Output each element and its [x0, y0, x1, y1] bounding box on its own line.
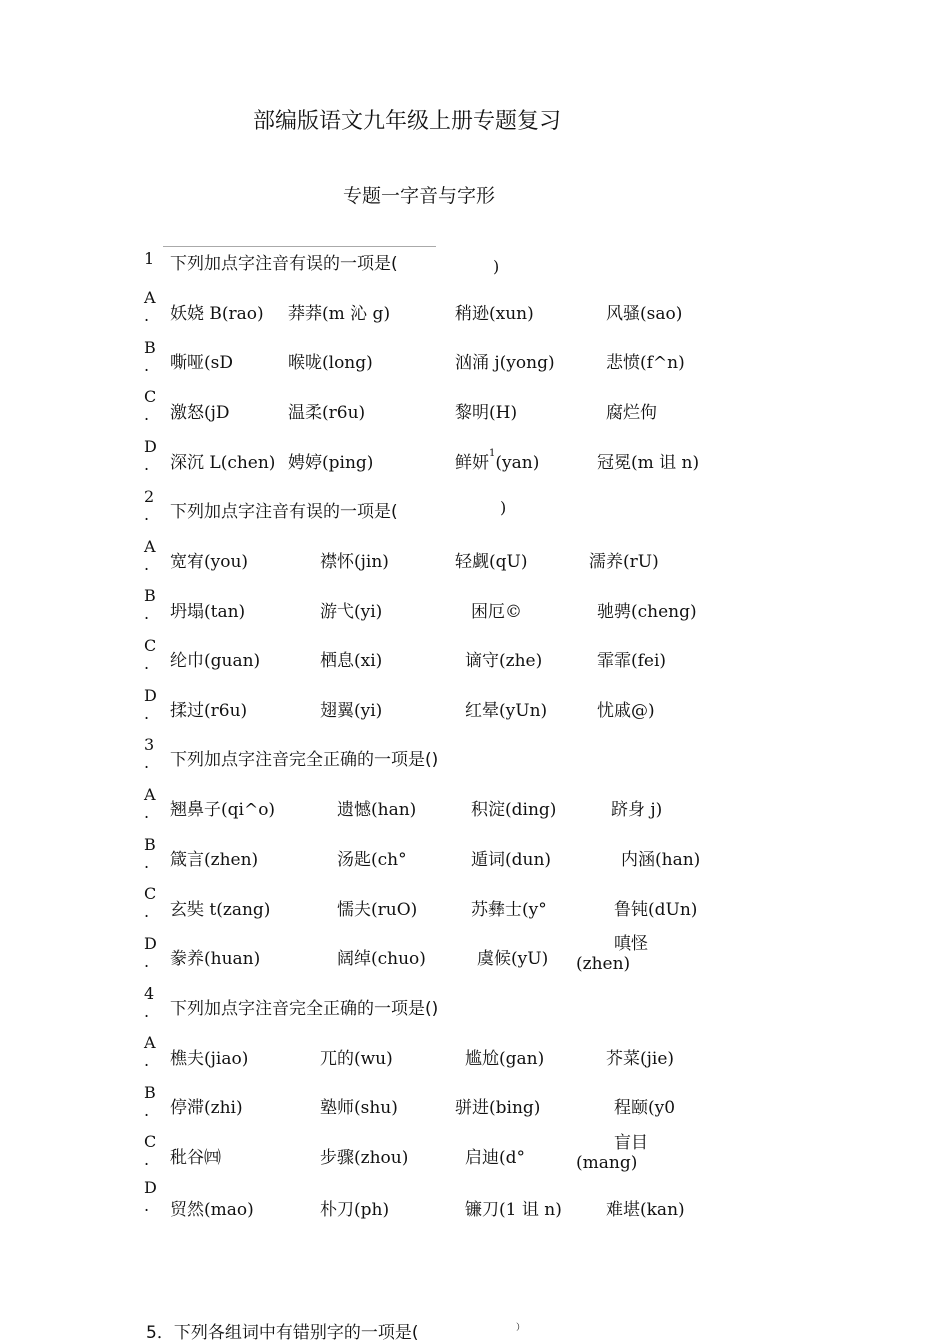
- question-number: 4 .: [144, 984, 155, 1021]
- option-item: 纶巾(guan): [170, 651, 261, 671]
- option-label: D .: [144, 437, 157, 474]
- option-label: A .: [144, 785, 156, 822]
- option-item: 豢养(huan): [170, 949, 261, 969]
- option-item: 翘鼻子(qi^o): [170, 800, 276, 820]
- option-item: 温柔(r6u): [288, 403, 366, 423]
- option-item: 樵夫(jiao): [170, 1049, 249, 1069]
- option-item: 嗔怪 (zhen): [576, 934, 648, 974]
- option-item: 忧戚@): [597, 701, 655, 721]
- section-title: 专题一字音与字形: [343, 185, 496, 207]
- option-label: C .: [144, 1132, 157, 1169]
- option-item: 遁词(dun): [471, 850, 552, 870]
- option-label: B .: [144, 338, 156, 375]
- option-item: 汹涌 j(yong): [455, 353, 555, 373]
- option-item: 冠冕(m 诅 n): [597, 453, 700, 473]
- option-item: 悲愤(f^n): [606, 353, 685, 373]
- option-item: 襟怀(jin): [320, 552, 389, 572]
- option-item: 轻觑(qU): [455, 552, 528, 572]
- option-item: 兀的(wu): [320, 1049, 393, 1069]
- option-label: A .: [144, 288, 156, 325]
- option-item: 汤匙(ch°: [337, 850, 407, 870]
- option-item: 懦夫(ruO): [337, 900, 418, 920]
- option-item: 鲜妍$^1$(yan): [455, 448, 540, 473]
- option-item: 尴尬(gan): [465, 1049, 545, 1069]
- question-number: 2 .: [144, 487, 155, 524]
- page-title: 部编版语文九年级上册专题复习: [253, 109, 562, 134]
- option-item: 朴刀(ph): [320, 1200, 390, 1220]
- option-item: 揉过(r6u): [170, 701, 248, 721]
- option-item: 苏彝士(y°: [471, 900, 547, 920]
- option-item: 激怒(jD: [170, 403, 230, 423]
- option-label: C .: [144, 636, 157, 673]
- option-item: 坍塌(tan): [170, 602, 246, 622]
- option-item: 宽宥(you): [170, 552, 249, 572]
- question-text: 下列加点字注音完全正确的一项是(): [170, 750, 439, 770]
- question-number: 1: [144, 249, 155, 268]
- option-item: 游弋(yi): [320, 602, 383, 622]
- option-item: 腐烂佝: [606, 403, 657, 423]
- option-item: 深沉 L(chen): [170, 453, 276, 473]
- option-item: 盲目 (mang): [576, 1133, 648, 1173]
- option-item: 红晕(yUn): [465, 701, 548, 721]
- option-item: 贸然(mao): [170, 1200, 254, 1220]
- option-label: D .: [144, 686, 157, 723]
- option-item: 鲁钝(dUn): [614, 900, 698, 920]
- option-label: B .: [144, 586, 156, 623]
- option-label: B .: [144, 1083, 156, 1120]
- option-item: 娉婷(ping): [288, 453, 374, 473]
- option-item: 妖娆 B(rao): [170, 304, 264, 324]
- option-item: 莽莽(m 沁 g): [288, 304, 391, 324]
- option-label: D .: [144, 1178, 157, 1215]
- option-item: 内涵(han): [621, 850, 701, 870]
- question-text: 5．下列各组词中有错别字的一项是(: [146, 1323, 419, 1343]
- option-item: 霏霏(fei): [597, 651, 667, 671]
- option-item: 镰刀(1 诅 n): [465, 1200, 562, 1220]
- option-item: 虞候(yU): [477, 949, 549, 969]
- option-item: 启迪(d°: [465, 1148, 526, 1168]
- option-item: 难堪(kan): [606, 1200, 685, 1220]
- divider: [163, 246, 436, 247]
- option-item: 稍逊(xun): [455, 304, 534, 324]
- option-item: 栖息(xi): [320, 651, 383, 671]
- option-label: B .: [144, 835, 156, 872]
- option-item: 驰骋(cheng): [597, 602, 697, 622]
- option-label: D .: [144, 934, 157, 971]
- option-item: 塾师(shu): [320, 1098, 398, 1118]
- option-item: 困厄©: [471, 602, 522, 622]
- option-item: 跻身 j): [611, 800, 663, 820]
- answer-paren-close: ）: [516, 1323, 526, 1333]
- option-item: 嘶哑(sD: [170, 353, 233, 373]
- option-item: 阔绰(chuo): [337, 949, 426, 969]
- option-item: 濡养(rU): [589, 552, 659, 572]
- option-item: 骈进(bing): [455, 1098, 541, 1118]
- answer-paren-close: ): [493, 257, 500, 276]
- option-label: A .: [144, 537, 156, 574]
- question-text: 下列加点字注音完全正确的一项是(): [170, 999, 439, 1019]
- question-number: 3 .: [144, 735, 155, 772]
- option-label: A .: [144, 1033, 156, 1070]
- option-item: 程颐(y0: [614, 1098, 676, 1118]
- option-item: 积淀(ding): [471, 800, 557, 820]
- answer-paren-close: ): [500, 498, 507, 517]
- option-item: 谪守(zhe): [465, 651, 543, 671]
- option-item: 遗憾(han): [337, 800, 417, 820]
- option-item: 喉咙(long): [288, 353, 373, 373]
- question-text: 下列加点字注音有误的一项是(: [170, 502, 398, 522]
- option-item: 箴言(zhen): [170, 850, 259, 870]
- option-label: C .: [144, 387, 157, 424]
- question-text: 下列加点字注音有误的一项是(: [170, 254, 398, 274]
- option-item: 步骤(zhou): [320, 1148, 409, 1168]
- option-item: 玄奘 t(zang): [170, 900, 271, 920]
- option-item: 秕谷㈣: [170, 1148, 221, 1168]
- option-item: 风骚(sao): [606, 304, 683, 324]
- option-item: 芥菜(jie): [606, 1049, 675, 1069]
- option-item: 黎明(H): [455, 403, 518, 423]
- option-item: 翅翼(yi): [320, 701, 383, 721]
- option-item: 停滞(zhi): [170, 1098, 243, 1118]
- option-label: C .: [144, 884, 157, 921]
